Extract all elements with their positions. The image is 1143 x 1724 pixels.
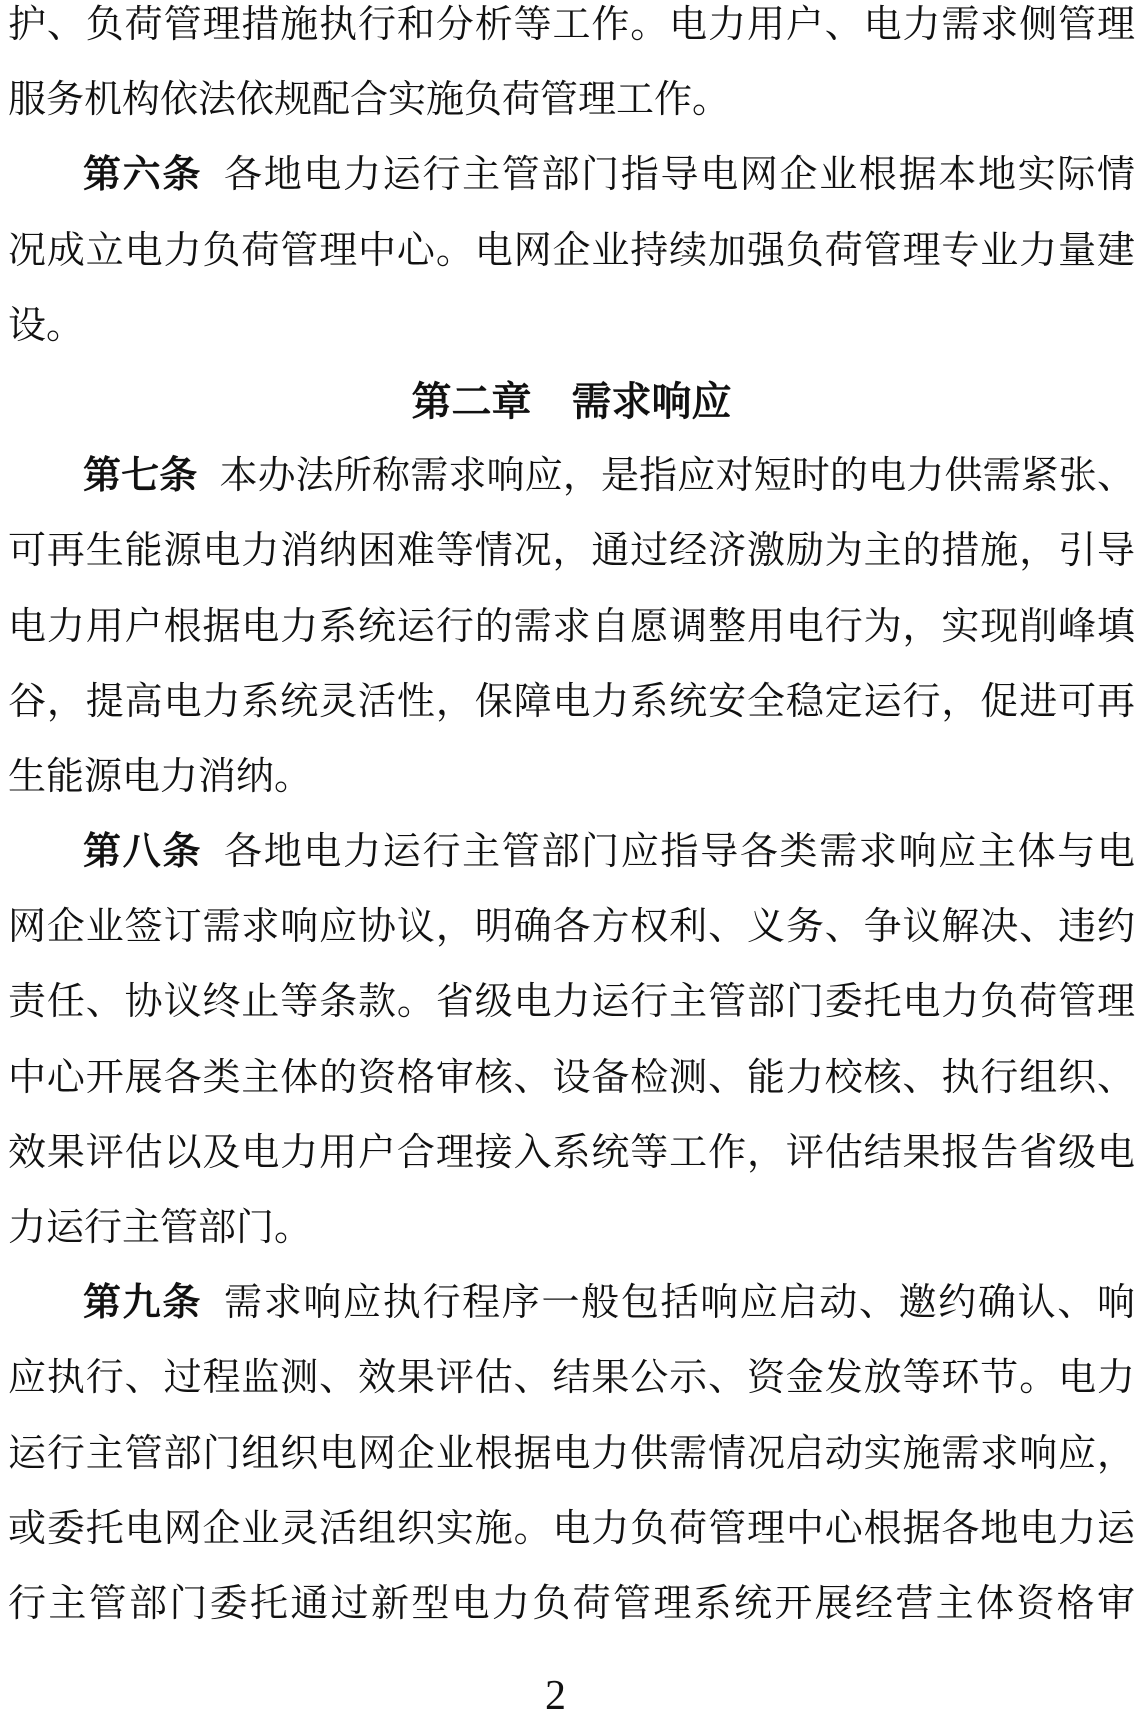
line-text: 护、负荷管理措施执行和分析等工作。电力用户、电力需求侧管理 <box>8 4 1135 46</box>
text-line <box>8 590 1135 665</box>
page-number: 2 <box>545 1673 566 1719</box>
article-number: 第六条 <box>83 154 203 197</box>
line-text: 运行主管部门组织电网企业根据电力供需情况启动实施需求响应， <box>8 1432 1135 1475</box>
text-line <box>8 1567 1135 1642</box>
text-line <box>8 1417 1135 1492</box>
line-text: 责任、协议终止等条款。省级电力运行主管部门委托电力负荷管理 <box>8 981 1135 1024</box>
line-text: 谷，提高电力系统灵活性，保障电力系统安全稳定运行，促进可再 <box>8 680 1135 723</box>
text-line <box>8 1116 1135 1191</box>
line-text: 可再生能源电力消纳困难等情况，通过经济激励为主的措施，引导 <box>8 530 1135 573</box>
text-line <box>8 965 1135 1040</box>
text-line <box>8 138 1135 213</box>
line-text: 设。 <box>8 304 85 347</box>
line-text: 况成立电力负荷管理中心。电网企业持续加强负荷管理专业力量建 <box>8 229 1135 272</box>
line-text: 或委托电网企业灵活组织实施。电力负荷管理中心根据各地电力运 <box>8 1507 1135 1550</box>
article-number: 第九条 <box>83 1282 203 1325</box>
document-page <box>8 0 1135 1642</box>
line-text: 各地电力运行主管部门应指导各类需求响应主体与电 <box>224 831 1135 874</box>
text-line <box>8 665 1135 740</box>
text-line <box>8 1191 1135 1266</box>
line-text: 应执行、过程监测、效果评估、结果公示、资金发放等环节。电力 <box>8 1357 1135 1400</box>
line-text: 各地电力运行主管部门指导电网企业根据本地实际情 <box>224 154 1135 197</box>
text-line <box>8 890 1135 965</box>
line-text: 力运行主管部门。 <box>8 1207 313 1249</box>
line-text: 需求响应执行程序一般包括响应启动、邀约确认、响 <box>224 1282 1135 1325</box>
line-text: 电力用户根据电力系统运行的需求自愿调整用电行为，实现削峰填 <box>8 605 1135 648</box>
text-line <box>8 1492 1135 1567</box>
text-line <box>8 439 1135 514</box>
text-line <box>8 289 1135 364</box>
line-text: 生能源电力消纳。 <box>8 755 313 798</box>
text-line <box>8 0 1135 63</box>
line-text: 网企业签订需求响应协议，明确各方权利、义务、争议解决、违约 <box>8 906 1135 949</box>
text-line <box>8 1041 1135 1116</box>
line-text: 效果评估以及电力用户合理接入系统等工作，评估结果报告省级电 <box>8 1131 1135 1174</box>
line-text: 中心开展各类主体的资格审核、设备检测、能力校核、执行组织、 <box>8 1056 1135 1099</box>
article-number: 第八条 <box>83 831 203 874</box>
text-line <box>8 815 1135 890</box>
line-text: 本办法所称需求响应，是指应对短时的电力供需紧张、 <box>219 455 1135 498</box>
line-text: 行主管部门委托通过新型电力负荷管理系统开展经营主体资格审 <box>8 1582 1135 1625</box>
text-line <box>8 1341 1135 1416</box>
text-line <box>8 1266 1135 1341</box>
text-line <box>8 214 1135 289</box>
text-line <box>8 63 1135 138</box>
text-line <box>8 514 1135 589</box>
article-number: 第七条 <box>83 455 198 498</box>
text-line <box>8 740 1135 815</box>
chapter-heading: 第二章 需求响应 <box>411 378 732 424</box>
line-text: 服务机构依法依规配合实施负荷管理工作。 <box>8 79 731 122</box>
